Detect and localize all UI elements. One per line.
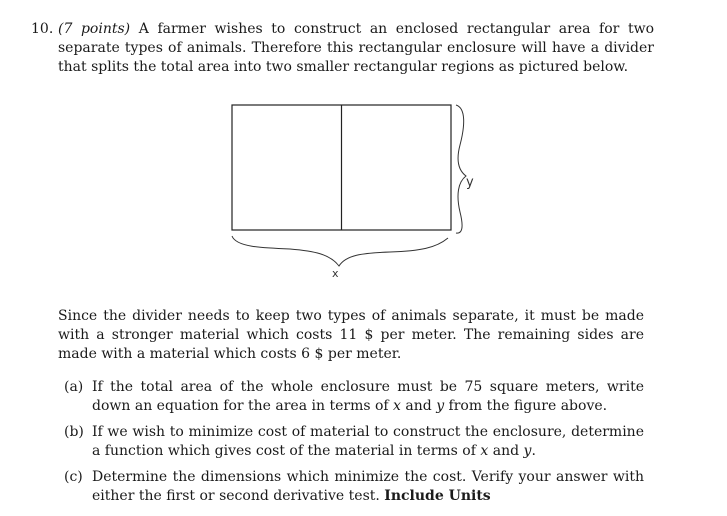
problem-intro (58, 20, 654, 77)
part-a-var-x: x (393, 398, 401, 414)
question-parts (64, 378, 644, 513)
part-b-text-3: . (531, 443, 536, 459)
part-a-text (92, 378, 644, 416)
part-b-var-y: y (523, 443, 532, 459)
part-b-text-1: If we wish to minimize cost of material to construct the enclosure, determine a function which gives cost of the material in terms of (92, 424, 644, 459)
part-a (64, 378, 644, 416)
enclosure-diagram (222, 100, 482, 290)
y-brace (456, 105, 466, 233)
part-a-label: (a) (64, 379, 84, 395)
part-a-text-2: and (400, 398, 437, 414)
part-b (64, 423, 644, 461)
part-c-text-1: Determine the dimensions which minimize the cost. Verify your answer with either the first or second derivative test. (92, 469, 644, 504)
part-a-text-1: If the total area of the whole enclosure must be 75 square meters, write down an equation for the area in terms of (92, 379, 644, 414)
part-c-text (92, 468, 644, 506)
material-cost-text: Since the divider needs to keep two types of animals separate, it must be made with a stronger material which costs 11 $ per meter. The remaining sides are made with a material which costs 6 $ per meter. (58, 308, 644, 362)
y-label: y (466, 175, 474, 190)
part-b-text (92, 423, 644, 461)
x-label: x (332, 267, 339, 280)
part-b-var-x: x (480, 443, 489, 459)
part-c (64, 468, 644, 506)
problem-points: (7 points) (58, 21, 131, 37)
problem-intro-text: A farmer wishes to construct an enclosed rectangular area for two separate types of animals. Therefore this rectangular enclosure will have a divider that splits the total area into two smaller rectangular regions as pictured below. (58, 21, 655, 75)
part-b-text-2: and (488, 443, 524, 459)
x-brace (232, 236, 448, 266)
problem-number: 10. (31, 21, 54, 37)
part-a-var-y: y (436, 398, 445, 414)
part-a-text-3: from the figure above. (444, 398, 608, 414)
enclosure-figure (222, 100, 482, 290)
part-c-label: (c) (64, 469, 83, 485)
part-b-label: (b) (64, 424, 84, 440)
part-c-include-units: Include Units (384, 488, 491, 504)
